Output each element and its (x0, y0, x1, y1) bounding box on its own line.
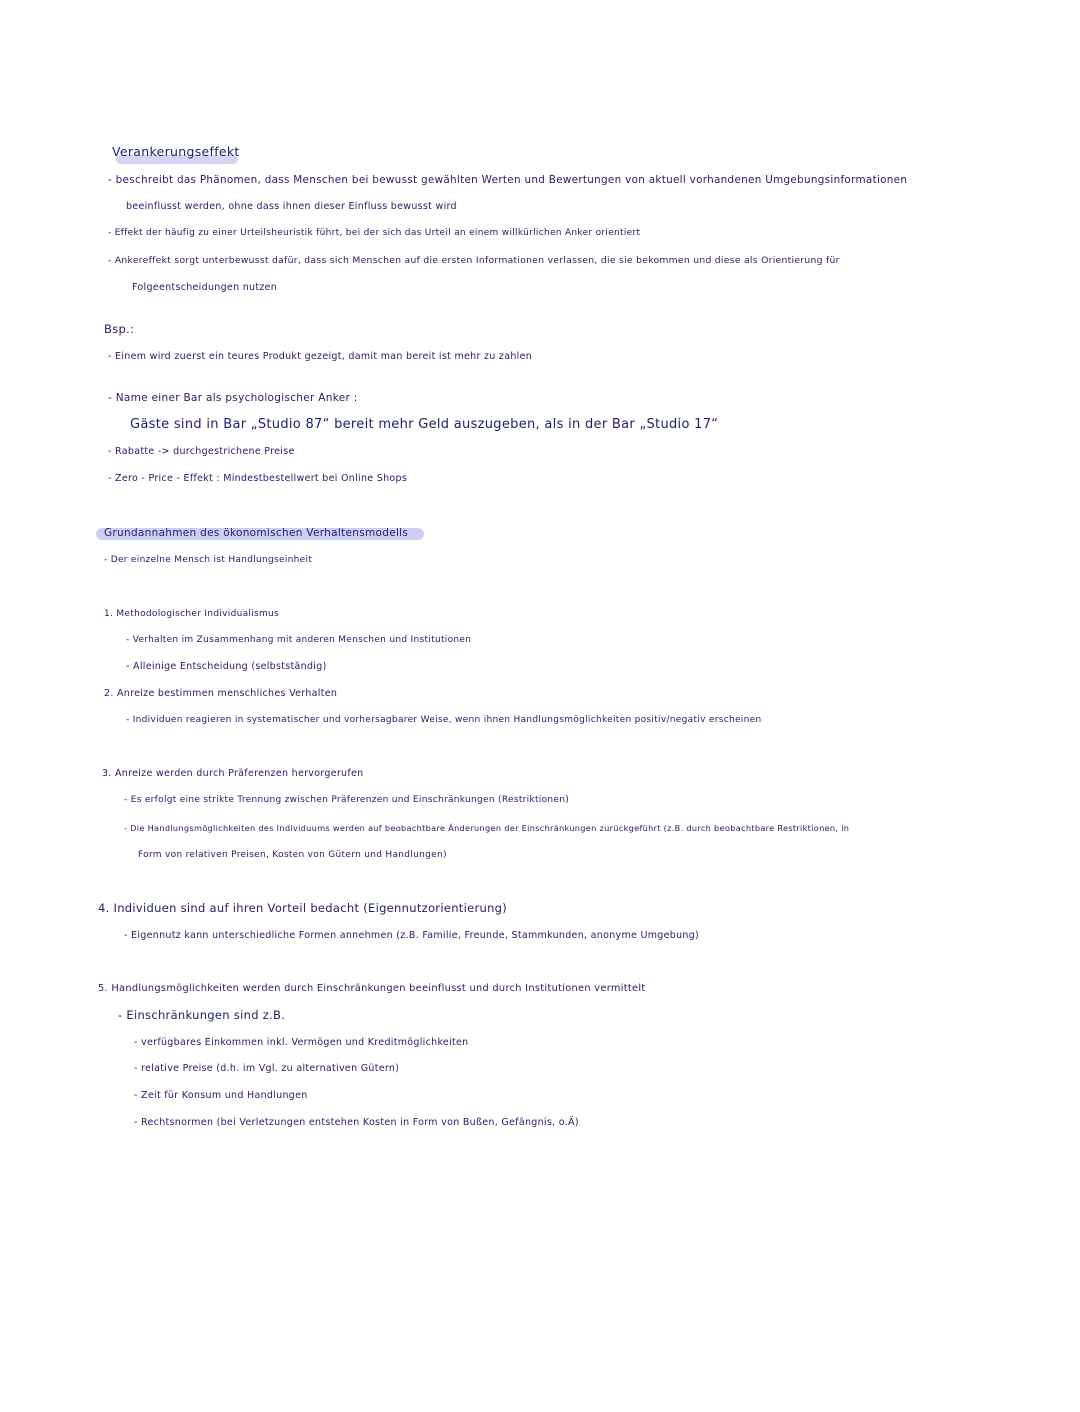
list-subitem: - Zeit für Konsum und Handlungen (134, 1090, 308, 1101)
list-item-label: 2. Anreize bestimmen menschliches Verhalten (104, 688, 338, 699)
example-label: Bsp.: (104, 322, 135, 336)
list-subitem: - relative Preise (d.h. im Vgl. zu alternativen Gütern) (134, 1063, 400, 1074)
list-item-label: 4. Individuen sind auf ihren Vorteil bedacht (Eigennutzorientierung) (98, 901, 508, 915)
section2-intro: - Der einzelne Mensch ist Handlungseinheit (104, 555, 313, 565)
section1-line: - Ankereffekt sorgt unterbewusst dafür, dass sich Menschen auf die ersten Informationen verlassen, die sie bekommen und diese als Orientierung für (108, 255, 840, 266)
list-subitem: - Verhalten im Zusammenhang mit anderen Menschen und Institutionen (126, 635, 472, 645)
section1-title: Verankerungseffekt (112, 144, 240, 159)
example-line: - Rabatte -> durchgestrichene Preise (108, 446, 295, 457)
list-subitem: - Rechtsnormen (bei Verletzungen entstehen Kosten in Form von Bußen, Gefängnis, o.Ä) (134, 1117, 579, 1128)
list-subitem: - verfügbares Einkommen inkl. Vermögen und Kreditmöglichkeiten (134, 1037, 469, 1048)
list-subitem: - Alleinige Entscheidung (selbstständig) (126, 661, 327, 672)
section1-line: beeinflusst werden, ohne dass ihnen dieser Einfluss bewusst wird (126, 201, 457, 212)
section1-line: Folgeentscheidungen nutzen (132, 282, 278, 293)
list-subitem: - Es erfolgt eine strikte Trennung zwischen Präferenzen und Einschränkungen (Restriktionen) (124, 795, 570, 805)
section2-title: Grundannahmen des ökonomischen Verhaltensmodells (104, 527, 409, 539)
example-line: - Einem wird zuerst ein teures Produkt gezeigt, damit man bereit ist mehr zu zahlen (108, 351, 533, 362)
list-item-label: 1. Methodologischer Individualismus (104, 609, 280, 619)
example-line: - Name einer Bar als psychologischer Anker : (108, 392, 358, 404)
list-subitem: - Die Handlungsmöglichkeiten des Individuums werden auf beobachtbare Änderungen der Einschränkungen zurückgeführt (z.B. durch beobachtbare Restriktionen, in (124, 823, 850, 833)
section1-line: - beschreibt das Phänomen, dass Menschen bei bewusst gewählten Werten und Bewertungen von aktuell vorhandenen Umgebungsinformationen (108, 174, 908, 186)
list-subitem: Form von relativen Preisen, Kosten von Gütern und Handlungen) (138, 850, 447, 860)
example-line: - Zero - Price - Effekt : Mindestbestellwert bei Online Shops (108, 473, 408, 484)
list-subitem: - Eigennutz kann unterschiedliche Formen annehmen (z.B. Familie, Freunde, Stammkunden, anonyme Umgebung) (124, 930, 700, 941)
list-subitem: - Individuen reagieren in systematischer und vorhersagbarer Weise, wenn ihnen Handlungsmöglichkeiten positiv/negativ erscheinen (126, 715, 762, 725)
section1-line: - Effekt der häufig zu einer Urteilsheuristik führt, bei der sich das Urteil an einem willkürlichen Anker orientiert (108, 228, 641, 238)
list-item-label: 3. Anreize werden durch Präferenzen hervorgerufen (102, 768, 364, 779)
list-subitem: - Einschränkungen sind z.B. (118, 1008, 286, 1022)
list-item-label: 5. Handlungsmöglichkeiten werden durch Einschränkungen beeinflusst und durch Institutionen vermittelt (98, 983, 646, 994)
example-line: Gäste sind in Bar „Studio 87“ bereit mehr Geld auszugeben, als in der Bar „Studio 17“ (130, 417, 719, 432)
